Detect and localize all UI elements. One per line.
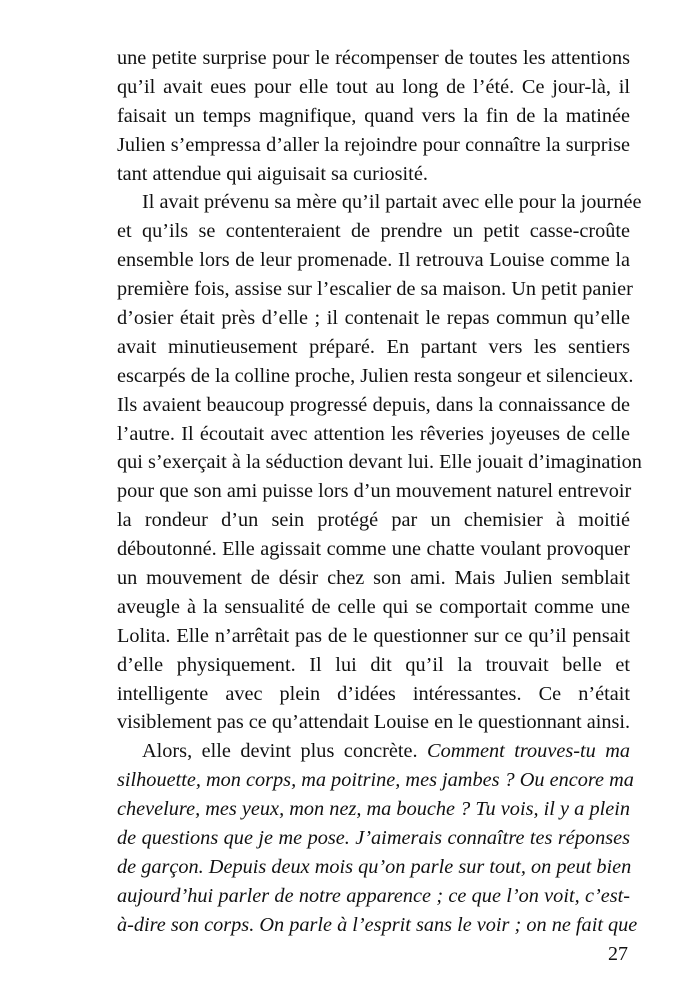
text-segment: d’elle physiquement. Il lui dit qu’il la trouvait belle et (117, 653, 630, 676)
text-line (117, 420, 630, 449)
text-line (117, 448, 642, 477)
text-line (117, 102, 630, 131)
italic-text: chevelure, mes yeux, mon nez, ma bouche ? Tu vois, il y a plein (117, 798, 630, 821)
italic-text: silhouette, mon corps, ma poitrine, mes jambes ? Ou encore ma (117, 769, 634, 792)
text-line (117, 188, 642, 217)
text-segment: qui s’exerçait à la séduction devant lui. Elle jouait d’imagination (117, 451, 642, 474)
text-segment: d’osier était près d’elle ; il contenait le repas commun qu’elle (117, 307, 630, 330)
text-line (117, 795, 630, 824)
text-line (117, 911, 638, 940)
text-line (117, 708, 630, 737)
text-line (117, 737, 630, 766)
text-line (117, 680, 630, 709)
text-segment: Lolita. Elle n’arrêtait pas de le questionner sur ce qu’il pensait (117, 624, 630, 647)
text-segment: un mouvement de désir chez son ami. Mais Julien semblait (117, 567, 630, 590)
text-line (117, 217, 630, 246)
italic-text: aujourd’hui parler de notre apparence ; ce que l’on voit, c’est- (117, 884, 630, 907)
text-line (117, 622, 630, 651)
page-number: 27 (608, 943, 628, 965)
text-segment: Alors, elle devint plus concrète. (142, 740, 428, 763)
text-line (117, 304, 630, 333)
text-line (117, 246, 630, 275)
italic-text: Comment trouves-tu ma (427, 740, 631, 763)
text-segment: pour que son ami puisse lors d’un mouvement naturel entrevoir (117, 480, 632, 503)
text-line (117, 391, 630, 420)
text-segment: et qu’ils se contenteraient de prendre un petit casse-croûte (117, 220, 630, 243)
body-text (117, 44, 642, 940)
text-segment: faisait un temps magnifique, quand vers la fin de la matinée (117, 104, 630, 127)
text-segment: la rondeur d’un sein protégé par un chemisier à moitié (117, 509, 630, 532)
italic-text: à-dire son corps. On parle à l’esprit sans le voir ; on ne fait que (117, 913, 638, 936)
text-line (117, 362, 634, 391)
text-line (117, 824, 630, 853)
text-line (117, 593, 630, 622)
text-line (117, 766, 634, 795)
text-segment: intelligente avec plein d’idées intéressantes. Ce n’était (117, 682, 630, 705)
text-line (117, 275, 633, 304)
text-segment: Julien s’empressa d’aller la rejoindre pour connaître la surprise (117, 133, 630, 156)
text-segment: tant attendue qui aiguisait sa curiosité. (117, 162, 428, 185)
text-segment: Il avait prévenu sa mère qu’il partait avec elle pour la journée (142, 191, 642, 214)
text-line (117, 160, 630, 189)
text-segment: Ils avaient beaucoup progressé depuis, dans la connaissance de (117, 393, 630, 416)
text-line (117, 506, 630, 535)
text-line (117, 564, 630, 593)
text-line (117, 44, 630, 73)
text-line (117, 651, 630, 680)
text-segment: avait minutieusement préparé. En partant vers les sentiers (117, 335, 630, 358)
text-line (117, 853, 630, 882)
text-line (117, 131, 630, 160)
italic-text: de garçon. Depuis deux mois qu’on parle sur tout, on peut bien (117, 855, 632, 878)
text-line (117, 882, 630, 911)
text-segment: escarpés de la colline proche, Julien resta songeur et silencieux. (117, 364, 634, 387)
italic-text: de questions que je me pose. J’aimerais connaître tes réponses (117, 827, 630, 850)
text-segment: aveugle à la sensualité de celle qui se comportait comme une (117, 595, 630, 618)
text-line (117, 73, 630, 102)
text-segment: déboutonné. Elle agissait comme une chatte voulant provoquer (117, 538, 630, 561)
text-segment: qu’il avait eues pour elle tout au long de l’été. Ce jour-là, il (117, 75, 630, 98)
text-segment: une petite surprise pour le récompenser de toutes les attentions (117, 47, 630, 69)
text-line (117, 477, 630, 506)
text-line (117, 333, 630, 362)
text-line (117, 535, 630, 564)
text-segment: ensemble lors de leur promenade. Il retrouva Louise comme la (117, 249, 630, 272)
text-segment: visiblement pas ce qu’attendait Louise en le questionnant ainsi. (117, 711, 631, 734)
text-segment: première fois, assise sur l’escalier de sa maison. Un petit panier (117, 278, 633, 301)
text-segment: l’autre. Il écoutait avec attention les rêveries joyeuses de celle (117, 422, 630, 445)
